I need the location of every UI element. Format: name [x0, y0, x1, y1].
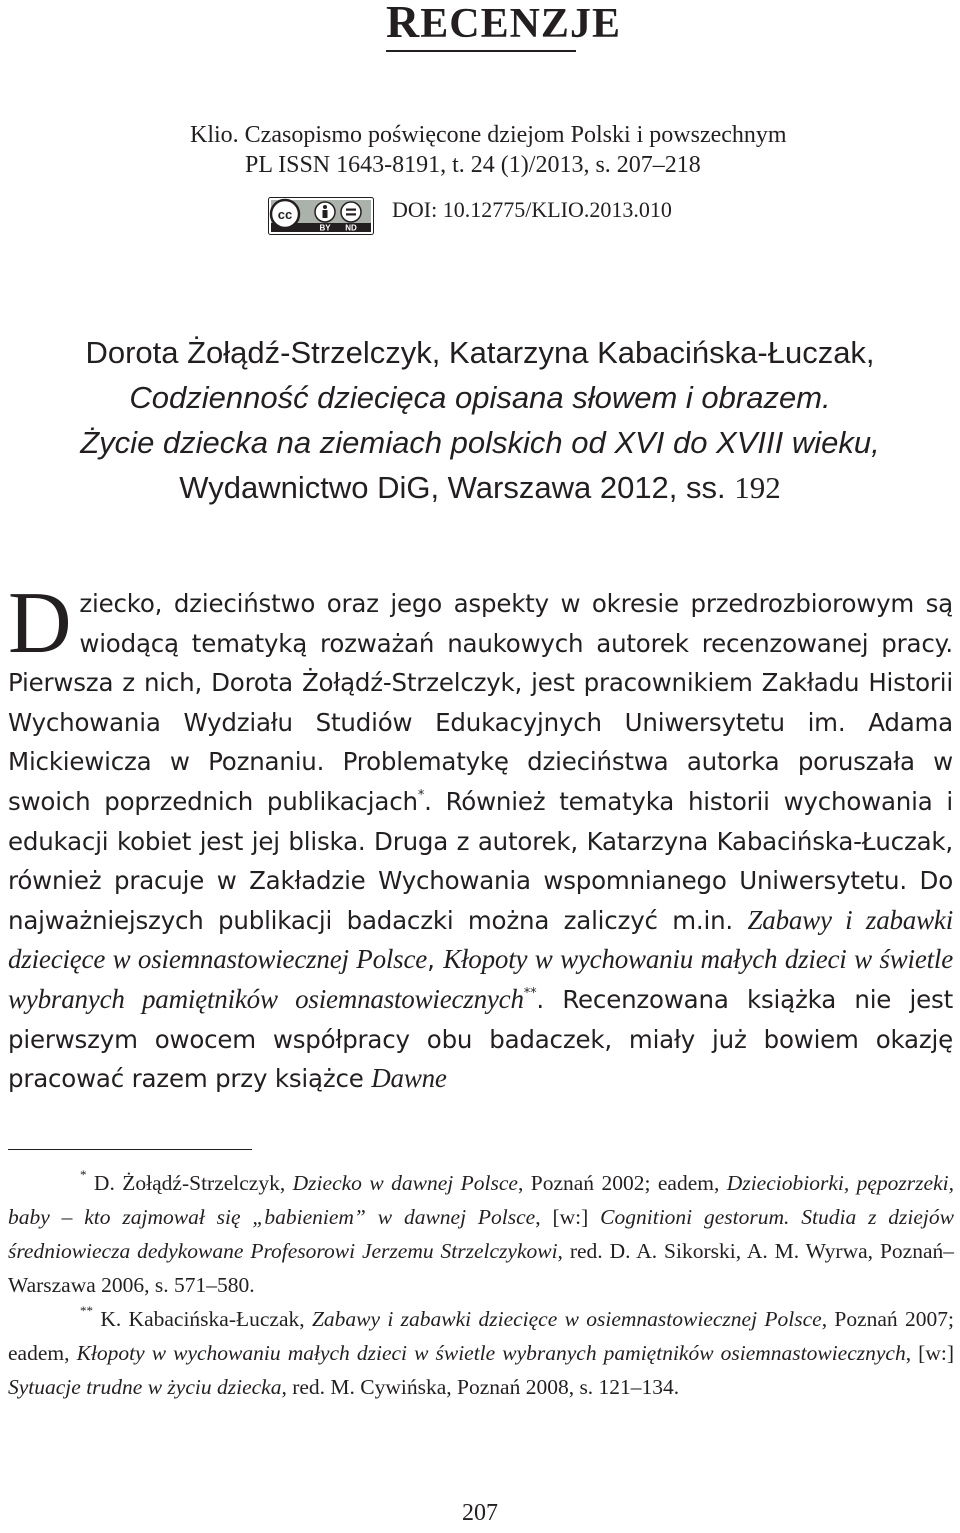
cc-by-nd-license-icon: [268, 197, 374, 235]
review-body: [8, 575, 954, 1099]
cited-work-3: Dawne: [371, 1063, 447, 1094]
footnote-2-mark: **: [80, 1303, 93, 1318]
drop-cap: D: [8, 575, 72, 672]
footnote-separator: [8, 1149, 252, 1150]
body-text-part2: . Również tematyka historii wychowania i edukacji kobiet jest jej bliska. Druga z autorek, Katarzyna Kabacińska-Łuczak, również pracuje w Zakładzie Wychowania wspomnianego Uniwersytetu. Do najważniejszych publikacji badaczki można zaliczyć m.in.: [8, 786, 953, 935]
footnote-1-title: Dziecko w dawnej Polsce: [292, 1171, 518, 1195]
footnote-1-text: , red. D. A. Sikorski, A. M. Wyrwa, Poznań–Warszawa 2006, s. 571–580.: [8, 1239, 954, 1297]
page-number: 207: [462, 1500, 498, 1526]
footnote-1-text: D. Żołądź-Strzelczyk,: [86, 1171, 293, 1195]
book-publisher: [40, 465, 920, 510]
book-authors: Dorota Żołądź-Strzelczyk, Katarzyna Kabacińska-Łuczak,: [85, 335, 875, 370]
journal-issn: PL ISSN 1643-8191, t. 24 (1)/2013, s. 207–218: [245, 152, 701, 178]
cited-work-2: Kłopoty w wychowaniu małych dzieci w świetle wybranych pamiętników osiemnastowiecznych: [8, 944, 953, 1014]
footnote-2-text: , [w:]: [905, 1341, 955, 1365]
body-text-part3: . Recenzowana książka nie jest pierwszym owocem współpracy obu badaczek, miały już bowiem okazję pracować razem przy książce: [8, 984, 954, 1094]
section-title: [386, 0, 621, 47]
footnote-ref-2[interactable]: **: [523, 985, 537, 1001]
footnote-2: [8, 1302, 954, 1404]
book-publisher-text: Wydawnictwo DiG, Warszawa 2012, ss.: [179, 470, 726, 505]
footnote-ref-1[interactable]: *: [417, 787, 425, 803]
footnote-1: [8, 1166, 954, 1302]
body-separator: ,: [427, 945, 444, 975]
book-title-line2: Życie dziecka na ziemiach polskich od XVI do XVIII wieku,: [80, 425, 880, 460]
book-title-line1: Codzienność dziecięca opisana słowem i obrazem.: [129, 380, 831, 415]
footnote-1-title: Cognitioni gestorum. Studia z dziejów średniowiecza dedykowane Profesorowi Jerzemu Strzelczykowi: [8, 1205, 954, 1263]
footnote-2-text: , Poznań 2007; eadem,: [8, 1307, 954, 1365]
cc-logo-label: cc: [277, 207, 293, 222]
body-text-part1: ziecko, dzieciństwo oraz jego aspekty w okresie przedrozbiorowym są wiodącą tematyką rozważań naukowych autorek recenzowanej pracy. Pierwsza z nich, Dorota Żołądź-Strzelczyk, jest pracownikiem Zakładu Historii Wychowania Wydziału Studiów Edukacyjnych Uniwersytetu im. Adama Mickiewicza w Poznaniu. Problematykę dzieciństwa autorka poruszała w swoich poprzednich publikacjach: [8, 589, 953, 816]
journal-info: [190, 120, 787, 180]
footnote-2-title: Kłopoty w wychowaniu małych dzieci w świetle wybranych pamiętników osiemnastowiecznych: [76, 1341, 906, 1365]
book-pages: 192: [734, 470, 781, 505]
doi: DOI: 10.12775/KLIO.2013.010: [392, 197, 672, 222]
nd-label: ND: [345, 223, 357, 233]
journal-name: Klio. Czasopismo poświęcone dziejom Polski i powszechnym: [190, 122, 787, 148]
no-derivatives-icon: [341, 202, 361, 222]
footnote-2-title: Sytuacje trudne w życiu dziecka: [8, 1375, 282, 1399]
cited-work-1: Zabawy i zabawki dziecięce w osiemnastowiecznej Polsce: [8, 904, 953, 975]
footnote-1-title: Dzieciobiorki, pępozrzeki, baby – kto zajmował się „babieniem” w dawnej Polsce: [8, 1171, 954, 1229]
footnotes: [8, 1166, 954, 1404]
footnote-2-title: Zabawy i zabawki dziecięce w osiemnastowiecznej Polsce: [311, 1307, 822, 1331]
footnote-1-text: , [w:]: [535, 1205, 601, 1229]
section-title-rest: ECENZJE: [420, 1, 621, 47]
footnote-2-text: , red. M. Cywińska, Poznań 2008, s. 121–134.: [281, 1375, 680, 1399]
section-title-initial: R: [386, 0, 421, 47]
footnote-1-text: , Poznań 2002; eadem,: [517, 1171, 727, 1195]
by-label: BY: [319, 223, 331, 233]
footnote-1-mark: *: [80, 1167, 87, 1182]
footnote-2-text: K. Kabacińska-Łuczak,: [93, 1307, 312, 1331]
section-title-rule: [386, 50, 576, 52]
book-reference: [40, 330, 920, 510]
